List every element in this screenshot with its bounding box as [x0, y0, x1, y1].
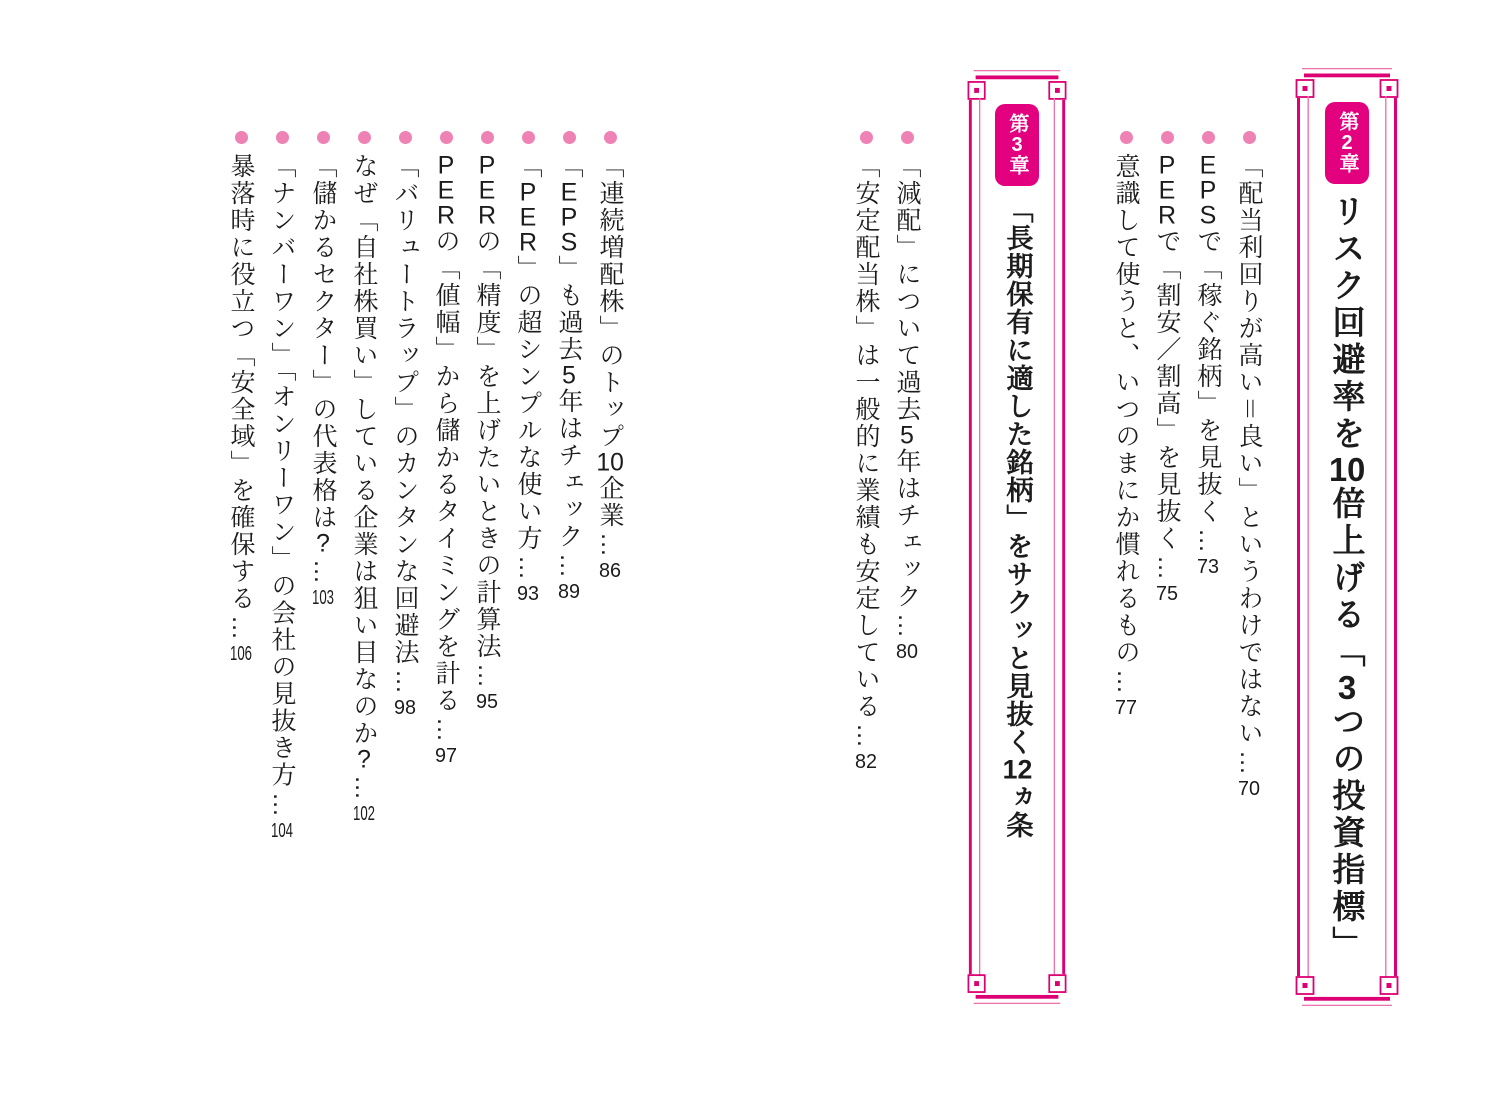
toc-entry [852, 131, 879, 1011]
leader-dots: … [432, 717, 460, 743]
number-tcy: 5 [562, 363, 576, 388]
toc-entry-title: 「バリュートラップ」のカンタンな回避法 [391, 153, 419, 666]
leader-dots: … [1235, 750, 1263, 777]
number-tcy: 5 [900, 423, 914, 448]
bullet-dot-icon [358, 131, 371, 144]
latin-upright: E [437, 178, 455, 203]
chapter-3-frame [966, 70, 1068, 1004]
toc-entry-title: 「安定配当株」は一般的に業績も安定している [852, 153, 880, 720]
latin-upright: R [518, 230, 538, 255]
latin-upright: ? [316, 531, 330, 556]
bullet-dot-icon [276, 131, 289, 144]
toc-entry-title: 「EPS」も過去5年はチェック [555, 153, 583, 550]
latin-upright: P [560, 205, 578, 230]
number-tcy: 3 [1011, 135, 1023, 155]
page-number: 102 [353, 804, 375, 824]
latin-upright: E [1199, 153, 1217, 178]
bullet-dot-icon [522, 131, 535, 144]
latin-upright: S [560, 230, 578, 255]
leader-dots: … [1153, 555, 1181, 581]
number-tcy: 2 [1341, 133, 1353, 153]
page-number: 103 [312, 588, 334, 608]
latin-upright: P [437, 153, 455, 178]
chapter-3-title: 「長期保有に適した銘柄」をサクッと見抜く12ヵ条 [1002, 196, 1033, 839]
page-number: 70 [1238, 779, 1260, 800]
latin-upright: ? [357, 747, 371, 772]
bullet-dot-icon [317, 131, 330, 144]
bullet-dot-icon [604, 131, 617, 144]
toc-entry-title: 意識して使うと、いつのまにか慣れるもの [1112, 153, 1140, 666]
latin-upright: P [1158, 153, 1176, 178]
chapter-3-badge [995, 104, 1039, 186]
leader-dots: … [893, 613, 921, 639]
toc-entry-title: PERの「精度」を上げたいときの計算法 [473, 153, 501, 660]
chapter-2-frame [1294, 68, 1400, 1006]
toc-entry-title: 暴落時に役立つ「安全域」を確保する [227, 153, 255, 612]
leader-dots: … [473, 663, 501, 689]
latin-upright: P [1199, 178, 1217, 203]
toc-entry [555, 131, 582, 1011]
latin-upright: P [519, 180, 537, 205]
page-number: 93 [517, 584, 539, 604]
toc-group-chapter3-b [213, 131, 623, 1011]
page-number: 98 [394, 698, 416, 718]
page-number: 80 [896, 642, 918, 662]
chapter-2-title: リスク回避率を10倍上げる「3つの投資指標」 [1328, 194, 1366, 963]
toc-entry-title: 「配当利回りが高い＝良い」というわけではない [1235, 153, 1263, 748]
toc-entry-title: 「減配」について過去5年はチェック [893, 153, 921, 610]
toc-entry [268, 131, 295, 1011]
page-number: 75 [1156, 584, 1178, 604]
toc-entry-title: 「連続増配株」のトップ10企業 [596, 153, 624, 529]
latin-upright: E [1158, 178, 1176, 203]
leader-dots: … [350, 775, 378, 801]
toc-entry [350, 131, 377, 1011]
bullet-dot-icon [1120, 131, 1133, 144]
leader-dots: … [1194, 528, 1222, 554]
page-number: 95 [476, 692, 498, 712]
leader-dots: … [514, 555, 542, 581]
toc-entry [309, 131, 336, 1011]
bullet-dot-icon [440, 131, 453, 144]
toc-group-chapter3-a [838, 131, 920, 1011]
toc-group-chapter2 [1098, 131, 1262, 1011]
bullet-dot-icon [1202, 131, 1215, 144]
toc-entry-title: 「PER」の超シンプルな使い方 [514, 153, 542, 552]
bullet-dot-icon [399, 131, 412, 144]
toc-entry-title: PERの「値幅」から儲かるタイミングを計る [432, 153, 460, 714]
page-number: 73 [1197, 557, 1219, 577]
page-number: 89 [558, 582, 580, 602]
chapter-2-badge [1325, 102, 1369, 184]
bullet-dot-icon [1161, 131, 1174, 144]
toc-entry [514, 131, 541, 1011]
bullet-dot-icon [563, 131, 576, 144]
leader-dots: … [268, 791, 296, 818]
toc-entry-title: なぜ「自社株買い」している企業は狙い目なのか? [350, 153, 378, 772]
latin-upright: E [519, 205, 537, 230]
toc-entry [432, 131, 459, 1011]
number-tcy: 3 [1337, 671, 1357, 704]
page-number: 82 [855, 752, 877, 772]
toc-entry [227, 131, 254, 1011]
leader-dots: … [1112, 669, 1140, 695]
leader-dots: … [391, 669, 419, 695]
leader-dots: … [555, 553, 583, 579]
number-tcy: 10 [596, 450, 624, 475]
leader-dots: … [227, 615, 255, 641]
toc-entry [596, 131, 623, 1011]
page-number: 104 [271, 820, 293, 841]
toc-entry [893, 131, 920, 1011]
chapter-3-badge-label: 第3章 [1006, 113, 1028, 177]
latin-upright: R [1157, 203, 1177, 228]
toc-entry [473, 131, 500, 1011]
toc-entry-title: 「ナンバーワン」「オンリーワン」の会社の見抜き方 [268, 153, 296, 789]
leader-dots: … [596, 532, 624, 558]
bullet-dot-icon [235, 131, 248, 144]
number-tcy: 10 [1328, 453, 1366, 486]
page-number: 106 [230, 644, 252, 664]
bullet-dot-icon [860, 131, 873, 144]
toc-entry [1194, 131, 1221, 1011]
toc-entry-title: EPSで「稼ぐ銘柄」を見抜く [1194, 153, 1222, 525]
page-number: 86 [599, 561, 621, 581]
toc-entry [391, 131, 418, 1011]
latin-upright: E [560, 180, 578, 205]
bullet-dot-icon [901, 131, 914, 144]
bullet-dot-icon [481, 131, 494, 144]
toc-entry [1112, 131, 1139, 1011]
bullet-dot-icon [1243, 131, 1256, 144]
latin-upright: S [1199, 203, 1217, 228]
chapter-2-badge-label: 第2章 [1336, 111, 1358, 175]
latin-upright: R [436, 203, 456, 228]
leader-dots: … [852, 723, 880, 749]
page-number: 97 [435, 746, 457, 766]
toc-entry-title: 「儲かるセクター」の代表格は? [309, 153, 337, 556]
toc-entry [1235, 131, 1262, 1011]
number-tcy: 12 [1002, 756, 1033, 783]
leader-dots: … [309, 559, 337, 585]
page-number: 77 [1115, 698, 1137, 718]
latin-upright: E [478, 178, 496, 203]
toc-entry [1153, 131, 1180, 1011]
latin-upright: P [478, 153, 496, 178]
toc-entry-title: PERで「割安／割高」を見抜く [1153, 153, 1181, 552]
latin-upright: R [477, 203, 497, 228]
